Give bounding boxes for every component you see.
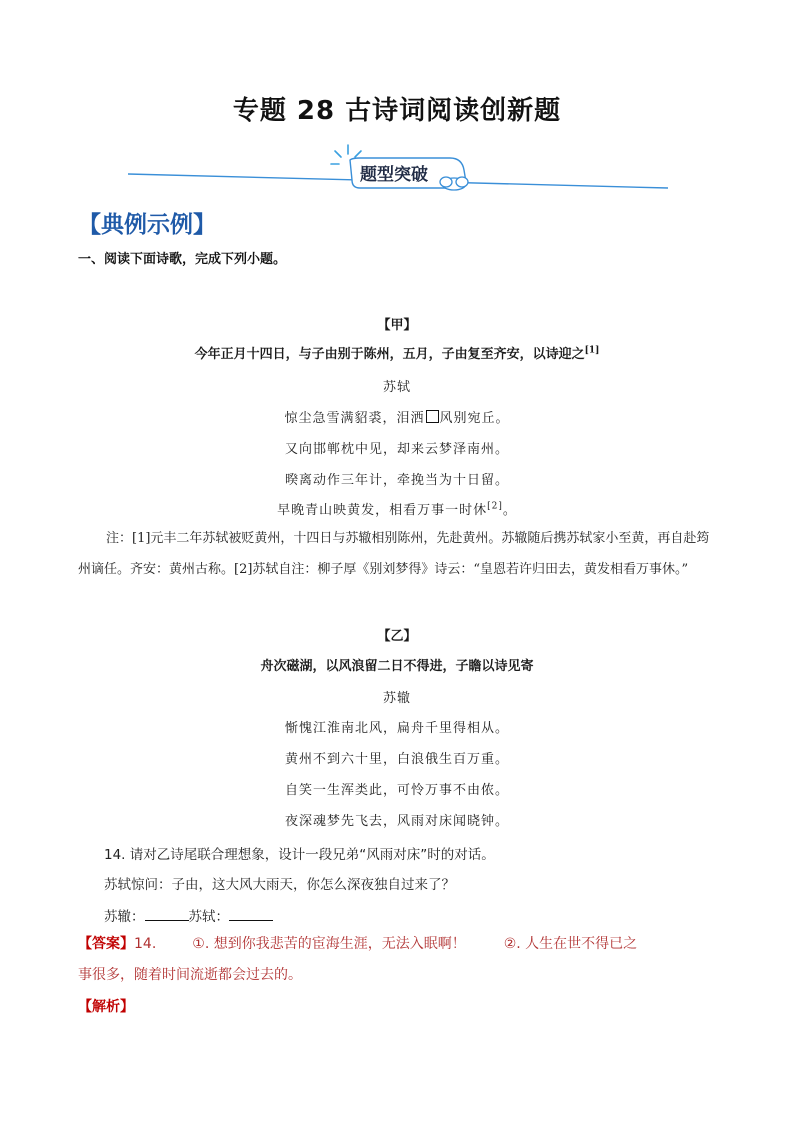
answer-2-start: ②. 人生在世不得已之 <box>503 936 638 952</box>
poem1-title <box>0 343 794 362</box>
answer-number: 14. <box>134 936 157 952</box>
poem-notes <box>78 523 718 585</box>
page-title: 专题 28 古诗词阅读创新题 <box>232 96 562 126</box>
poem1-author: 苏轼 <box>382 380 411 395</box>
su-zhe-label: 苏辙： <box>104 909 145 925</box>
answer-line-1 <box>78 929 728 960</box>
poem1-line3: 暌离动作三年计，牵挽当为十日留。 <box>284 473 509 488</box>
question-14: 14. 请对乙诗尾联合理想象，设计一段兄弟“风雨对床”时的对话。 <box>104 847 495 863</box>
missing-char-box <box>426 410 439 423</box>
poem2-mark: 【乙】 <box>377 629 417 644</box>
banner-label: 题型突破 <box>360 165 428 185</box>
poem1-line4-end: 。 <box>502 503 517 518</box>
note-text: 注：[1]元丰二年苏轼被贬黄州，十四日与苏辙相别陈州，先赴黄州。苏辙随后携苏轼家小至黄，再自赴筠州谪任。齐安：黄州古称。[2]苏轼自注：柳子厚《别刘梦得》诗云：“皇恩若许归田去，黄发相看万事休。” <box>78 531 710 577</box>
answer-blanks <box>104 905 273 925</box>
poem1-line4 <box>0 499 794 518</box>
explanation-label: 【解析】 <box>78 999 134 1015</box>
su-shi-label: 苏轼： <box>188 909 229 925</box>
poem1-title-text: 今年正月十四日，与子由别于陈州，五月，子由复至齐安，以诗迎之 <box>194 347 585 362</box>
poem1-line1 <box>0 407 794 426</box>
answer-2-end: 事很多，随着时间流逝都会过去的。 <box>78 967 302 983</box>
poem2-author: 苏辙 <box>382 691 411 706</box>
answer-label: 【答案】 <box>78 936 134 952</box>
instruction: 一、阅读下面诗歌，完成下列小题。 <box>78 252 287 267</box>
answer-1: ①. 想到你我悲苦的宦海生涯，无法入眠啊！ <box>192 936 466 952</box>
poem1-line2: 又向邯郸枕中见，却来云梦泽南州。 <box>284 442 509 457</box>
poem1-line1-b: 风别宛丘。 <box>439 411 510 426</box>
answer-block <box>78 929 728 991</box>
poem2-title: 舟次磁湖，以风浪留二日不得进，子瞻以诗见寄 <box>260 659 534 674</box>
poem1-line1-a: 惊尘急雪满貂裘，泪洒 <box>284 411 425 426</box>
poem1-line4-text: 早晚青山映黄发，相看万事一时休 <box>277 503 488 518</box>
cloud-icon <box>440 177 468 190</box>
poem1-title-note: [1] <box>584 345 600 356</box>
su-shi-blank[interactable] <box>229 908 273 921</box>
question-prompt: 苏轼惊问：子由，这大风大雨天，你怎么深夜独自过来了？ <box>104 877 455 893</box>
poem2-line2: 黄州不到六十里，白浪俄生百万重。 <box>284 752 509 767</box>
poem1-mark: 【甲】 <box>377 318 417 333</box>
poem1-line4-note: [2] <box>487 501 503 512</box>
poem2-line3: 自笑一生浑类此，可怜万事不由侬。 <box>284 783 509 798</box>
poem2-line4: 夜深魂梦先飞去，风雨对床闻晓钟。 <box>284 814 509 829</box>
poem2-line1: 惭愧江淮南北风，扁舟千里得相从。 <box>284 721 509 736</box>
section-heading: 【典例示例】 <box>78 212 216 238</box>
su-zhe-blank[interactable] <box>145 908 189 921</box>
